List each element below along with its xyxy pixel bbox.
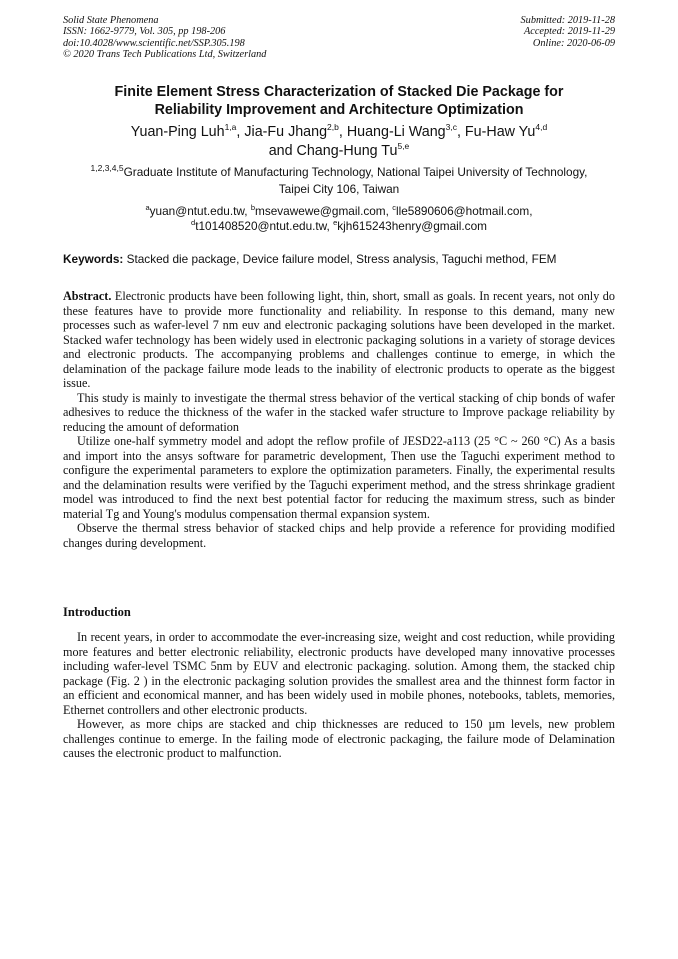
publication-dates [395,15,615,49]
author-name: and Chang-Hung Tu [268,143,398,159]
submitted-date: Submitted: 2019-11-28 [520,15,615,26]
author-name: Yuan-Ping Luh [130,124,225,140]
abstract-paragraph-2: This study is mainly to investigate the thermal stress behavior of the vertical stacking of chip bonds of wafer adhesives to reduce the thickness of the wafer in the stacked wafer structure to Improve package reliability by reducing the amount of deformation [63,390,615,434]
introduction-heading: Introduction [63,605,131,619]
author-affil-sup: 5,e [397,141,410,152]
email-link[interactable]: yuan@ntut.edu.tw, [149,204,251,218]
accepted-date: Accepted: 2019-11-29 [523,26,615,38]
issn: ISSN: 1662-9779, Vol. 305, pp 198-206 [63,26,226,38]
keywords [63,252,615,267]
keywords-text: Stacked die package, Device failure model, Stress analysis, Taguchi method, FEM [123,252,557,266]
keywords-label: Keywords: [63,252,124,266]
journal-info [63,15,363,60]
author-line-2 [63,142,615,161]
introduction-paragraph-1: In recent years, in order to accommodate the ever-increasing size, weight and cost reduction, while providing more features and better electronic reliability, electronic products have developed many innovative processes including wafer-level TSMC 5nm by EUV and electronic packaging. solution. Among them, the stacked chip package (Fig. 2 ) in the electronic packaging solution provides the smallest area and the thinnest form factor in an efficient and economical manner, and has been widely used in mobile phones, notebooks, tablets, memories, Ethernet controllers and other electronic products. [63,630,615,717]
abstract [63,289,615,550]
abstract-label: Abstract. [63,289,112,303]
email-link[interactable]: msevawewe@gmail.com, [255,204,393,218]
author-name: Fu-Haw Yu [464,124,536,140]
title-line-1: Finite Element Stress Characterization of Stacked Die Package for [114,84,564,100]
paper-title [63,83,615,119]
affiliation [63,164,615,198]
introduction-paragraph-2: However, as more chips are stacked and chip thicknesses are reduced to 150 µm levels, new problem challenges continue to emerge. In the failing mode of electronic packaging, the failure mode of Delamination causes the electronic product to malfunction. [63,717,615,760]
author-affil-sup: 1,a [224,122,237,133]
journal-name: Solid State Phenomena [63,15,159,26]
affiliation-line-1: Graduate Institute of Manufacturing Technology, National Taipei University of Technology, [123,165,588,179]
author-affil-sup: 2,b [327,122,339,133]
author-affil-sup: 4,d [535,122,548,133]
title-line-2: Reliability Improvement and Architecture Optimization [154,102,524,118]
doi: doi:10.4028/www.scientific.net/SSP.305.198 [63,37,245,49]
introduction-body [63,630,615,761]
abstract-paragraph-3: Utilize one-half symmetry model and adopt the reflow profile of JESD22-a113 (25 °C ~ 260 °C) As a basis and import into the ansys software for parametric development, Then use the Taguchi experiment method to configure the experimental parameters to explore the optimization parameters. Finally, the experimental results and the delamination results were verified by the Taguchi experiment method, and the stress shrinkage gradient model was introduced to find the next best potential factor for reducing the maximum stress, such as binder material Tg and Young's modulus compensation thermal expansion system. [63,434,615,521]
author-name: Huang-Li Wang [346,124,446,140]
author-name: Jia-Fu Jhang [244,124,328,140]
author-line-1: Yuan-Ping Luh$^{1,a}$, Jia-Fu Jhang$^{2,b}$, Huang-Li Wang$^{3,c}$, Fu-Haw Yu$^{4,d}$ [130,122,548,140]
copyright: © 2020 Trans Tech Publications Ltd, Switzerland [63,48,267,60]
abstract-paragraph-4: Observe the thermal stress behavior of stacked chips and help provide a reference for providing modified changes during development. [63,521,615,550]
email-link[interactable]: t101408520@ntut.edu.tw, [195,218,334,233]
affiliation-line-2: Taipei City 106, Taiwan [278,182,400,196]
author-affil-sup: 3,c [445,122,457,133]
email-link[interactable]: lle5890606@hotmail.com, [395,204,533,218]
abstract-paragraph-1: Abstract. Electronic products have been following light, thin, short, small as goals. In recent years, not only do these features have to provide more functionality and reliability. In response to this demand, many new processes such as wafer-level 7 nm euv and electronic packaging solutions have been developed in the market. Stacked wafer technology has been widely used in electronic packaging solutions in a variety of storage devices and electronic products. The accompanying problems and challenges continue to emerge, in which the delamination of the package failure mode leads to the inability of electronic products to operate as the biggest issue. [63,289,615,390]
email-link[interactable]: kjh615243henry@gmail.com [337,218,487,233]
author-list [63,123,615,161]
online-date: Online: 2020-06-09 [532,37,615,49]
author-emails: $^a$yuan@ntut.edu.tw, $^b$msevawewe@gmail.com, $^c$lle5890606@hotmail.com, $^d$t101408520@ntut.edu.tw, $^e$kjh615243henry@gmail.com [145,203,533,233]
affiliation-sup: 1,2,3,4,5 [90,163,124,174]
